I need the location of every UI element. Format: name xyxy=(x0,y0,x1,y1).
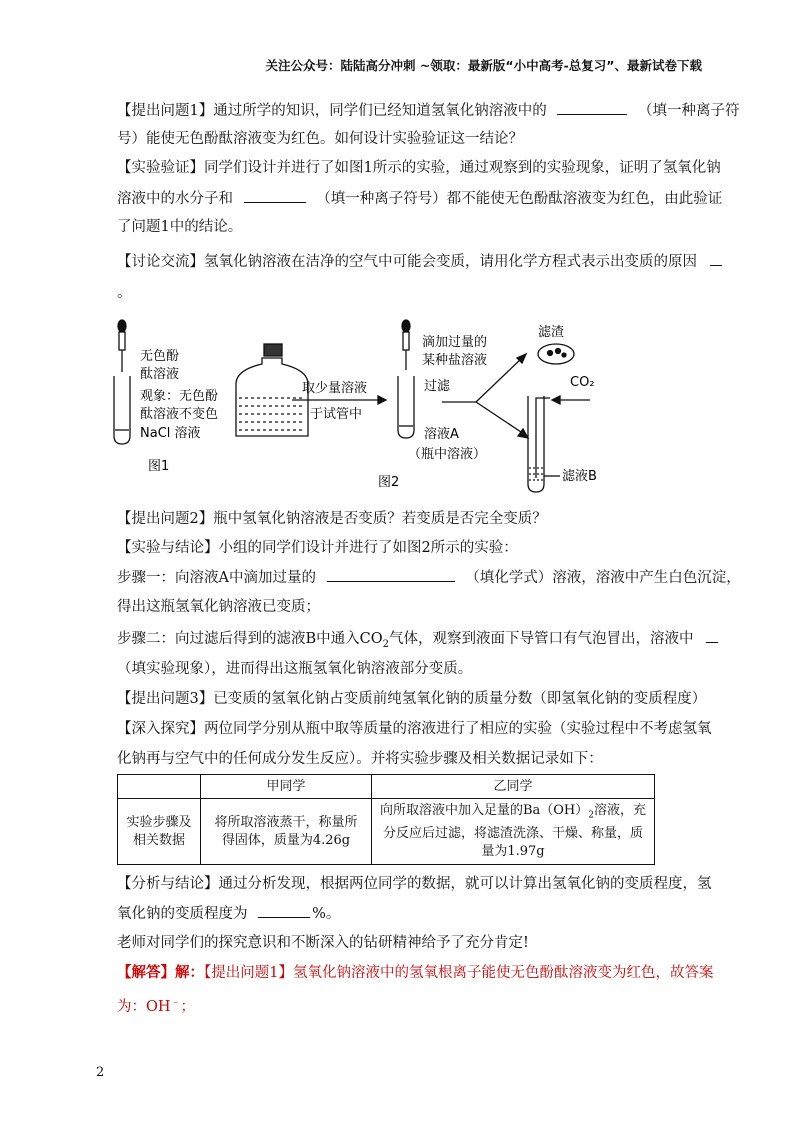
question-1-text: 【提出问题1】通过所学的知识，同学们已经知道氢氧化钠溶液中的 xyxy=(117,103,547,119)
line-15: 【深入探究】两位同学分别从瓶中取等质量的溶液进行了相应的实验（实验过程中不考虑氢氧 xyxy=(117,721,712,737)
experiment-figure xyxy=(112,318,632,498)
line-14: 【提出问题3】已变质的氢氧化钠占变质前纯氢氧化钠的质量分数（即氢氧化钠的变质程度） xyxy=(117,691,707,707)
line-11: 得出这瓶氢氧化钠溶液已变质； xyxy=(117,599,320,615)
fig2-caption: 图2 xyxy=(378,475,400,490)
solution-a-label: 溶液A xyxy=(424,427,459,442)
filtrate-b-label: 滤液B xyxy=(562,469,597,484)
line-17: 【分析与结论】通过分析发现，根据两位同学的数据，就可以计算出氢氧化钠的变质程度，氢 xyxy=(117,876,712,892)
line-4-text: 溶液中的水分子和 xyxy=(117,191,233,207)
line-18 xyxy=(117,903,340,924)
line-6 xyxy=(117,251,722,272)
line-8: 【提出问题2】瓶中氢氧化钠溶液是否变质？若变质是否完全变质？ xyxy=(117,511,547,527)
discussion-text: 【讨论交流】氢氧化钠溶液在洁净的空气中可能会变质，请用化学方程式表示出变质的原因 xyxy=(117,254,697,270)
fig1-reagent-2: 酞溶液 xyxy=(140,367,180,382)
step-1-text: 步骤一：向溶液A中滴加过量的 xyxy=(117,570,316,586)
cell-b-line-3: 量为1.97g xyxy=(481,843,545,859)
row-label-line-2: 相关数据 xyxy=(132,832,185,848)
line-9: 【实验与结论】小组的同学们设计并进行了如图2所示的实验： xyxy=(117,540,518,556)
answer-blank xyxy=(244,188,306,203)
table-cell-a xyxy=(201,799,372,865)
page-header: 关注公众号：陆陆高分冲刺 ~领取：最新版“小中高考-总复习”、最新试卷下载 xyxy=(265,58,702,73)
co2-label: CO₂ xyxy=(570,375,595,390)
filter-label: 过滤 xyxy=(424,379,451,394)
residue-label: 滤渣 xyxy=(538,325,565,340)
cell-b-line-1 xyxy=(376,802,650,825)
take-sample-label-1: 取少量溶液 xyxy=(302,381,368,396)
line-3: 【实验验证】同学们设计并进行了如图1所示的实验，通过观察到的实验现象，证明了氢氧化钠 xyxy=(117,160,721,176)
filtrate-b-tube xyxy=(528,396,560,492)
fig2-dropper xyxy=(402,320,410,370)
line-20 xyxy=(117,963,713,983)
take-sample-label-2: 于试管中 xyxy=(310,407,363,422)
cell-b-text: 向所取溶液中加入足量的Ba（OH） xyxy=(379,803,589,819)
reagent-bottle-icon xyxy=(236,344,308,436)
table-corner-cell xyxy=(118,775,201,799)
line-21 xyxy=(117,993,195,1017)
fig1-observation-2: 酞溶液不变色 xyxy=(140,407,219,422)
table-row xyxy=(118,799,655,865)
line-13: （填实验现象），进而得出这瓶氢氧化钠溶液部分变质。 xyxy=(117,661,473,677)
cell-a-line-2: 得固体，质量为4.26g xyxy=(221,832,351,848)
residue-icon xyxy=(538,344,574,364)
line-4-rest: （填一种离子符号）都不能使无色酚酞溶液变为红色，由此验证 xyxy=(316,191,723,207)
cell-b-line-2: 分反应后过滤，将滤渣洗涤、干燥、称量，质 xyxy=(382,825,643,841)
line-19: 老师对同学们的探究意识和不断深入的钻研精神给予了充分肯定! xyxy=(117,935,529,951)
table-head-b: 乙同学 xyxy=(372,775,655,799)
fig1-test-tube xyxy=(114,376,130,444)
fig1-caption: 图1 xyxy=(148,459,170,474)
answer-blank xyxy=(258,903,310,918)
question-1-hint: （填一种离子符 xyxy=(637,103,740,119)
co2-subscript: 2 xyxy=(382,638,390,650)
cell-a-line-1: 将所取溶液蒸干，称量所 xyxy=(214,814,358,830)
percent-sign: %。 xyxy=(312,906,341,922)
fig2-test-tube-a xyxy=(398,376,414,438)
line-5: 了问题1中的结论。 xyxy=(117,219,243,235)
step-1-rest: （填化学式）溶液，溶液中产生白色沉淀， xyxy=(465,570,741,586)
answer-blank xyxy=(710,251,722,266)
drop-reagent-label-2: 某种盐溶液 xyxy=(422,353,488,368)
row-label-line-1: 实验步骤及 xyxy=(126,814,192,830)
cell-b-subscript: 2 xyxy=(588,810,595,821)
line-12 xyxy=(117,628,718,655)
table-row-label xyxy=(118,799,201,865)
table-head-a: 甲同学 xyxy=(201,775,372,799)
answer-oh-charge: ﹣ xyxy=(170,997,181,1008)
line-4 xyxy=(117,188,722,209)
cell-b-text-end: 溶液，充 xyxy=(594,803,647,819)
fig1-observation-1: 观象：无色酚 xyxy=(140,389,219,404)
drop-reagent-label-1: 滴加过量的 xyxy=(422,335,488,350)
answer-blank xyxy=(557,100,627,115)
line-10 xyxy=(117,567,741,588)
answer-label: 【解答】解： xyxy=(117,964,204,981)
line-question-1 xyxy=(117,100,739,121)
step-2-text: 步骤二：向过滤后得到的滤液B中通入CO xyxy=(117,631,383,647)
co2-arrow xyxy=(552,396,590,404)
line-7: 。 xyxy=(117,285,132,301)
fig1-nacl-label: NaCl 溶液 xyxy=(140,426,201,441)
line-2: 号）能使无色酚酞溶液变为红色。如何设计实验验证这一结论？ xyxy=(117,131,523,147)
answer-blank xyxy=(327,567,455,582)
line-16: 化钠再与空气中的任何成分发生反应）。并将实验步骤及相关数据记录如下： xyxy=(117,751,603,767)
answer-blank xyxy=(706,628,718,643)
degree-text: 氧化钠的变质程度为 xyxy=(117,906,248,922)
answer-text: 【提出问题1】氢氧化钠溶液中的氢氧根离子能使无色酚酞溶液变为红色，故答案 xyxy=(204,965,714,981)
answer-end: ； xyxy=(180,998,196,1015)
page-number: 2 xyxy=(96,1065,105,1080)
fig1-reagent-1: 无色酚 xyxy=(140,349,180,364)
fig1-dropper xyxy=(118,320,126,372)
answer-oh: 为：OH xyxy=(117,998,171,1015)
table-cell-b xyxy=(372,799,655,865)
bottle-solution-label: （瓶中溶液） xyxy=(408,447,487,462)
data-table xyxy=(117,774,655,865)
table-header-row xyxy=(118,775,655,799)
step-2-rest: 气体，观察到液面下导管口有气泡冒出，溶液中 xyxy=(389,631,694,647)
